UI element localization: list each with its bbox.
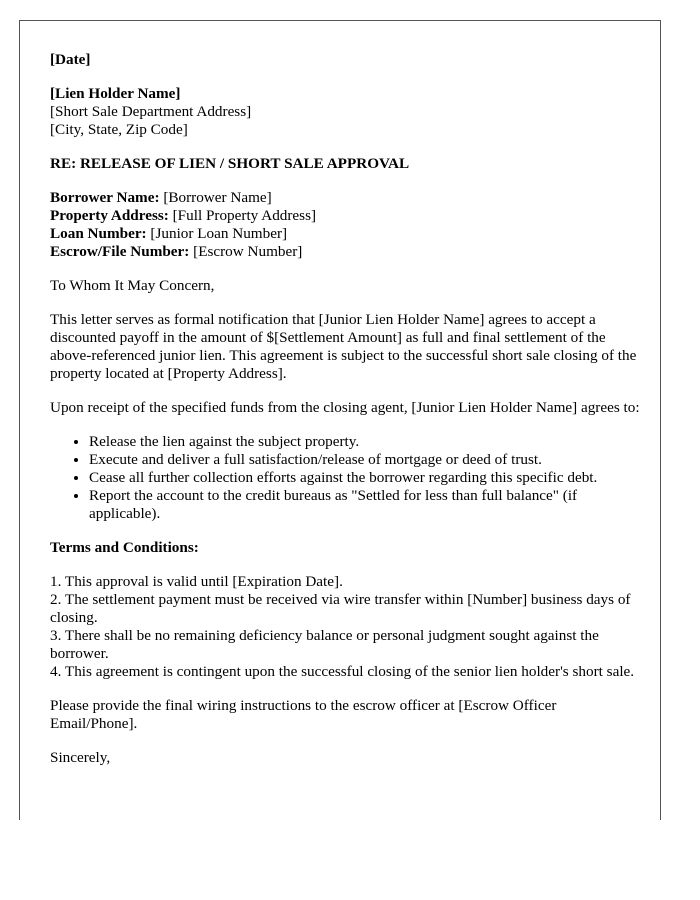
recipient-block (50, 85, 640, 139)
detail-label: Property Address: (50, 207, 169, 224)
list-item: • Report the account to the credit bureaus as "Settled for less than full balance" (if applicable). (89, 487, 640, 523)
detail-value: [Junior Loan Number] (146, 225, 288, 242)
obligations-list (50, 433, 640, 523)
terms-heading: Terms and Conditions: (50, 539, 199, 556)
letter-date: [Date] (50, 51, 91, 68)
detail-row-escrow (50, 243, 640, 261)
list-item: • Release the lien against the subject property. (89, 433, 640, 451)
closing-paragraph: Please provide the final wiring instructions to the escrow officer at [Escrow Officer Email/Phone]. (50, 697, 557, 732)
letter-content (50, 51, 640, 783)
recipient-name: [Lien Holder Name] (50, 85, 181, 102)
term-item: 2. The settlement payment must be received via wire transfer within [Number] business days of closing. (50, 591, 631, 626)
sign-off: Sincerely, (50, 749, 111, 766)
detail-label: Escrow/File Number: (50, 243, 190, 260)
salutation: To Whom It May Concern, (50, 277, 215, 294)
detail-row-loan (50, 225, 640, 243)
list-item: • Cease all further collection efforts against the borrower regarding this specific debt. (89, 469, 640, 487)
term-item: 4. This agreement is contingent upon the successful closing of the senior lien holder's short sale. (50, 663, 635, 680)
term-item: 3. There shall be no remaining deficiency balance or personal judgment sought against the borrower. (50, 627, 599, 662)
term-item: 1. This approval is valid until [Expiration Date]. (50, 573, 343, 590)
body-paragraph-2: Upon receipt of the specified funds from the closing agent, [Junior Lien Holder Name] agrees to: (50, 399, 640, 416)
body-paragraph-1: This letter serves as formal notification that [Junior Lien Holder Name] agrees to accept a discounted payoff in the amount of $[Settlement Amount] as full and final settlement of the above-referenced junior lien. This agreement is subject to the successful short sale closing of the property located at [Property Address]. (50, 311, 637, 382)
recipient-city-state-zip: [City, State, Zip Code] (50, 121, 188, 138)
detail-label: Loan Number: (50, 225, 147, 242)
detail-label: Borrower Name: (50, 189, 160, 206)
detail-value: [Borrower Name] (159, 189, 272, 206)
recipient-address: [Short Sale Department Address] (50, 103, 252, 120)
terms-list (50, 573, 640, 681)
loan-details (50, 189, 640, 261)
letter-page (19, 20, 661, 820)
list-item: • Execute and deliver a full satisfaction/release of mortgage or deed of trust. (89, 451, 640, 469)
detail-value: [Escrow Number] (189, 243, 303, 260)
detail-row-borrower (50, 189, 640, 207)
detail-row-property (50, 207, 640, 225)
detail-value: [Full Property Address] (168, 207, 317, 224)
letter-subject: RE: RELEASE OF LIEN / SHORT SALE APPROVAL (50, 155, 410, 172)
